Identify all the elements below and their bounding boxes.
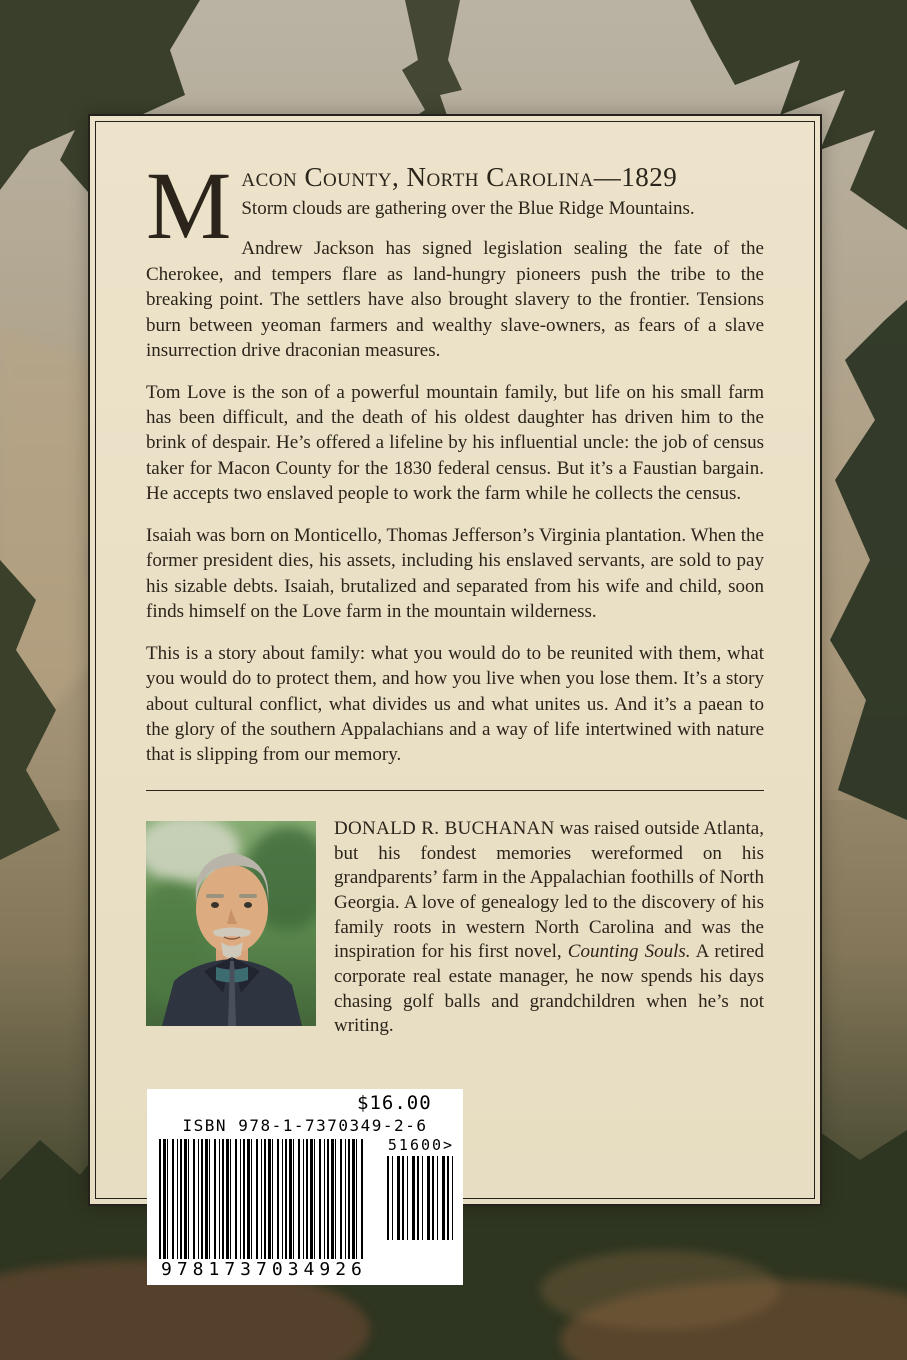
body-paragraph: This is a story about family: what you would do to be reunited with them, what you would do to protect them, and how you live when you lose them. It’s a story about cultural conflict, what divides us and what unites us. And it’s a paean to the glory of the southern Appalachians and a way of life intertwined with nature that is slipping from our memory. — [146, 642, 764, 766]
body-paragraph: Tom Love is the son of a powerful mountain family, but life on his small farm has been difficult, and the death of his oldest daughter has driven him to the brink of despair. He’s offered a lifeline by his influential uncle: the job of census taker for Macon County for the 1830 federal census. But it’s a Faustian bargain. He accepts two enslaved people to work the farm while he collects the census. — [146, 381, 764, 505]
author-photo — [146, 821, 316, 1026]
author-section — [146, 817, 764, 1039]
author-name: DONALD R. BUCHANAN — [334, 817, 555, 839]
headline: acon County, North Carolina—1829 — [241, 162, 678, 192]
back-cover-panel — [88, 114, 822, 1206]
price-label: $16.00 — [357, 1092, 432, 1114]
body-paragraph: Isaiah was born on Monticello, Thomas Jefferson’s Virginia plantation. When the former president dies, his assets, including his enslaved servants, are sold to pay his sizable debts. Isaiah, brutalized and separated from his wife and child, soon finds himself on the Love farm in the mountain wilderness. — [146, 524, 764, 623]
barcode-addon-bars — [387, 1156, 457, 1240]
divider-rule — [146, 790, 764, 791]
novel-title: Counting Souls. — [567, 941, 691, 963]
author-bio — [334, 817, 764, 1039]
barcode-box — [147, 1089, 463, 1285]
barcode-bars — [159, 1139, 365, 1259]
isbn-text: ISBN 978-1-7370349-2-6 — [182, 1116, 428, 1135]
body-paragraph: Andrew Jackson has signed legislation sealing the fate of the Cherokee, and tempers flare as land-hungry pioneers push the tribe to the breaking point. The settlers have also brought slavery to the frontier. Tensions burn between yeoman farmers and wealthy slave-owners, as fears of a slave insurrection drive draconian measures. — [146, 238, 764, 362]
barcode-digits: 9781737034926 — [161, 1259, 367, 1280]
barcode-addon-label: 51600> — [387, 1136, 455, 1154]
drop-cap: M — [146, 152, 232, 259]
lede-paragraph — [146, 152, 764, 259]
lede-text: Storm clouds are gathering over the Blue Ridge Mountains. — [241, 198, 695, 220]
back-cover-frame — [95, 121, 815, 1199]
bio-text-before: was raised outside Atlanta, but his fondest memories wereformed on his grandparents’ farm in the Appalachian foothills of North Georgia. A love of genealogy led to the discovery of his family roots in western North Carolina and was the inspiration for his first novel, — [334, 817, 764, 963]
bio-text-after: A retired corporate real estate manager, he now spends his days chasing golf balls and grandchildren when he’s not writing. — [334, 941, 765, 1037]
